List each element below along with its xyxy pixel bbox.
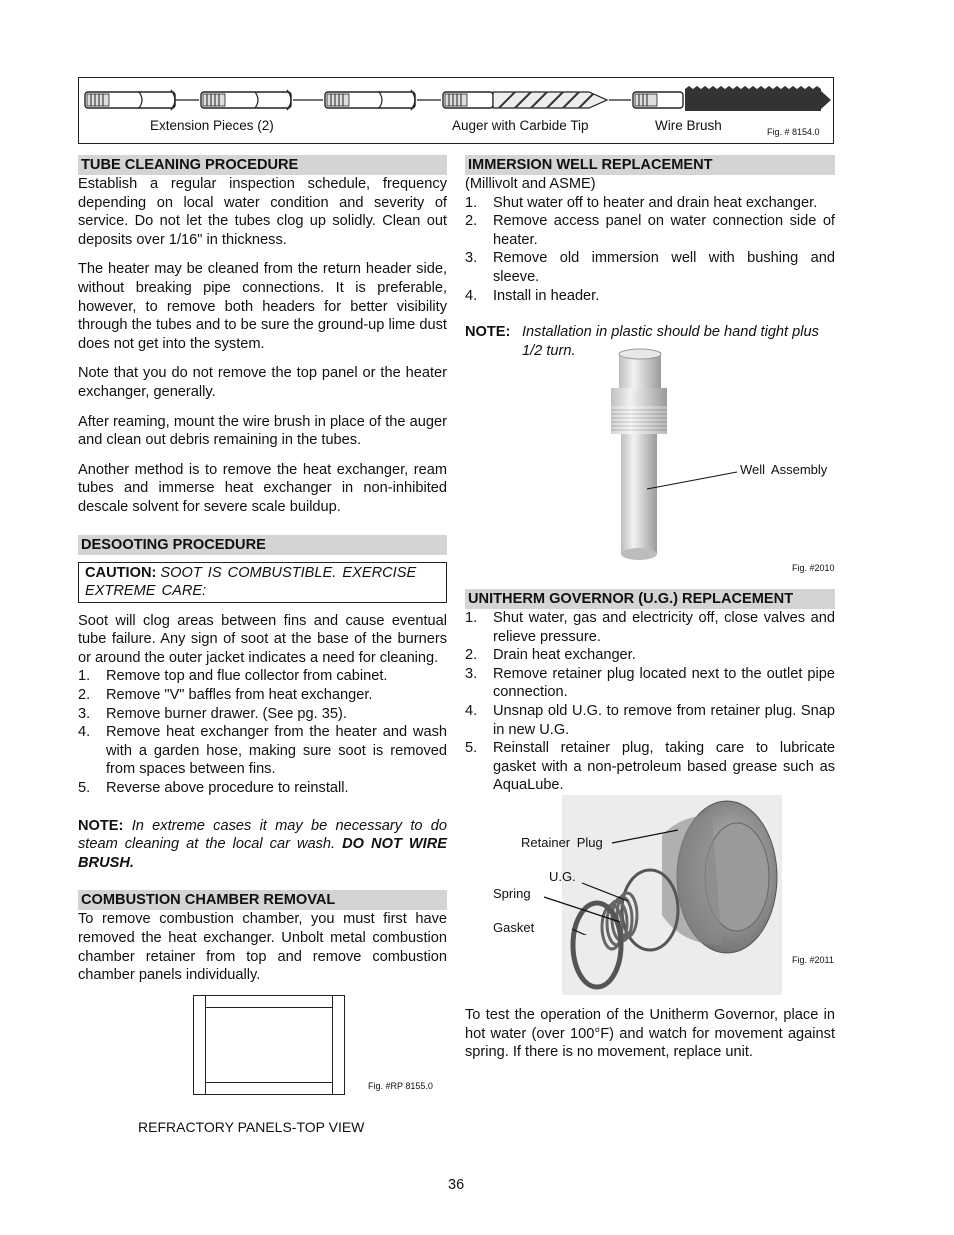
page-number: 36	[448, 1177, 465, 1193]
list-item: 2. Drain heat exchanger.	[465, 647, 636, 664]
label-gasket: Gasket	[493, 920, 535, 935]
list-item: 1. Shut water off to heater and drain heat exchanger.	[465, 194, 818, 211]
fig-number: Fig. # 8154.0	[767, 127, 820, 137]
left-column	[78, 155, 447, 985]
figure-caption: REFRACTORY PANELS-TOP VIEW	[138, 1119, 365, 1135]
list-item: 3. Remove retainer plug located next to the outlet pipe connection.	[465, 665, 835, 701]
list-item: 1. Shut water, gas and electricity off, close valves and relieve pressure.	[465, 610, 835, 645]
auger	[443, 92, 631, 108]
desooting-steps	[78, 667, 447, 797]
section-heading-combustion: COMBUSTION CHAMBER REMOVAL	[78, 890, 447, 910]
list-item: 5. Reinstall retainer plug, taking care to lubricate gasket with a non-petroleum based grease such as AquaLube.	[465, 740, 835, 794]
list-item: 3. Remove burner drawer. (See pg. 35).	[78, 705, 347, 722]
section-heading-unitherm: UNITHERM GOVERNOR (U.G.) REPLACEMENT	[465, 589, 835, 609]
subheading: (Millivolt and ASME)	[465, 176, 596, 192]
refractory-panels-figure	[193, 995, 345, 1095]
caution-box	[78, 562, 447, 603]
label-auger: Auger with Carbide Tip	[452, 118, 589, 133]
paragraph: Establish a regular inspection schedule, frequency depending on local water condition and severity of service. Do not let the tubes clog up solidly. Clean out deposits over 1/16" in thickness.	[78, 176, 447, 248]
paragraph: Another method is to remove the heat exchanger, ream tubes and immerse heat exchanger in non-inhibited descale solvent for severe scale buildup.	[78, 461, 447, 515]
label-extension-pieces: Extension Pieces (2)	[150, 118, 274, 133]
paragraph: To remove combustion chamber, you must first have removed the heat exchanger. Unbolt metal combustion chamber retainer from top and remove combustion chamber panels individually.	[78, 911, 447, 984]
section-heading-desooting: DESOOTING PROCEDURE	[78, 535, 447, 555]
caution-text: SOOT IS COMBUSTIBLE. EXERCISE EXTREME CARE:	[85, 564, 417, 600]
label-retainer-plug: Retainer Plug	[521, 835, 603, 850]
well-leader-line	[645, 468, 745, 498]
section-heading-immersion: IMMERSION WELL REPLACEMENT	[465, 155, 835, 175]
label-well-assembly: Well Assembly	[740, 462, 828, 477]
paragraph: Soot will clog areas between fins and cause eventual tube failure. Any sign of soot at the base of the burners or around the outer jacket indicates a need for cleaning.	[78, 612, 447, 666]
well-assembly-illustration	[605, 348, 705, 563]
unitherm-steps	[465, 609, 835, 795]
note: NOTE: Installation in plastic should be hand tight plus 1/2 turn.	[465, 324, 819, 359]
list-item: 4. Install in header.	[465, 287, 600, 304]
tool-illustration	[79, 82, 832, 122]
extension-piece-3	[325, 90, 441, 110]
paragraph: Note that you do not remove the top panel or the heater exchanger, generally.	[78, 365, 447, 400]
list-item: 2. Remove access panel on water connection side of heater.	[465, 213, 835, 248]
label-spring: Spring	[493, 886, 531, 901]
tool-figure	[78, 77, 834, 144]
extension-piece-2	[201, 90, 323, 110]
paragraph: The heater may be cleaned from the return header side, without breaking pipe connections. It is preferable, however, to remove both headers for better visibility through the tubes and to be sure the ground-up lime dust does not get into the system.	[78, 261, 447, 352]
list-item: 4. Unsnap old U.G. to remove from retainer plug. Snap in new U.G.	[465, 702, 835, 738]
fig-number: Fig. #RP 8155.0	[368, 1081, 433, 1091]
note: NOTE: In extreme cases it may be necessary to do steam cleaning at the local car wash. DO NOT WIRE BRUSH.	[78, 817, 448, 871]
list-item: 2. Remove "V" baffles from heat exchanger.	[78, 687, 373, 704]
wire-brush	[633, 86, 831, 111]
paragraph: After reaming, mount the wire brush in place of the auger and clean out debris remaining in the tubes.	[78, 413, 447, 449]
list-item: 5. Reverse above procedure to reinstall.	[78, 780, 349, 797]
caution-label: CAUTION:	[85, 564, 157, 581]
list-item: 4. Remove heat exchanger from the heater and wash with a garden hose, making sure soot is removed from spaces between fins.	[78, 724, 447, 778]
fig-number: Fig. #2011	[792, 955, 834, 965]
section-heading-tube-cleaning: TUBE CLEANING PROCEDURE	[78, 155, 447, 175]
immersion-steps	[465, 194, 835, 306]
list-item: 1. Remove top and flue collector from cabinet.	[78, 668, 388, 685]
right-column	[465, 155, 835, 360]
label-ug: U.G.	[549, 869, 576, 884]
list-item: 3. Remove old immersion well with bushing and sleeve.	[465, 250, 835, 285]
label-wire-brush: Wire Brush	[655, 118, 722, 133]
paragraph: To test the operation of the Unitherm Governor, place in hot water (over 100°F) and watch for movement against spring. If there is no movement, replace unit.	[465, 1007, 835, 1061]
extension-piece-1	[85, 90, 199, 110]
fig-number: Fig. #2010	[792, 563, 835, 573]
right-column-2	[465, 589, 835, 795]
